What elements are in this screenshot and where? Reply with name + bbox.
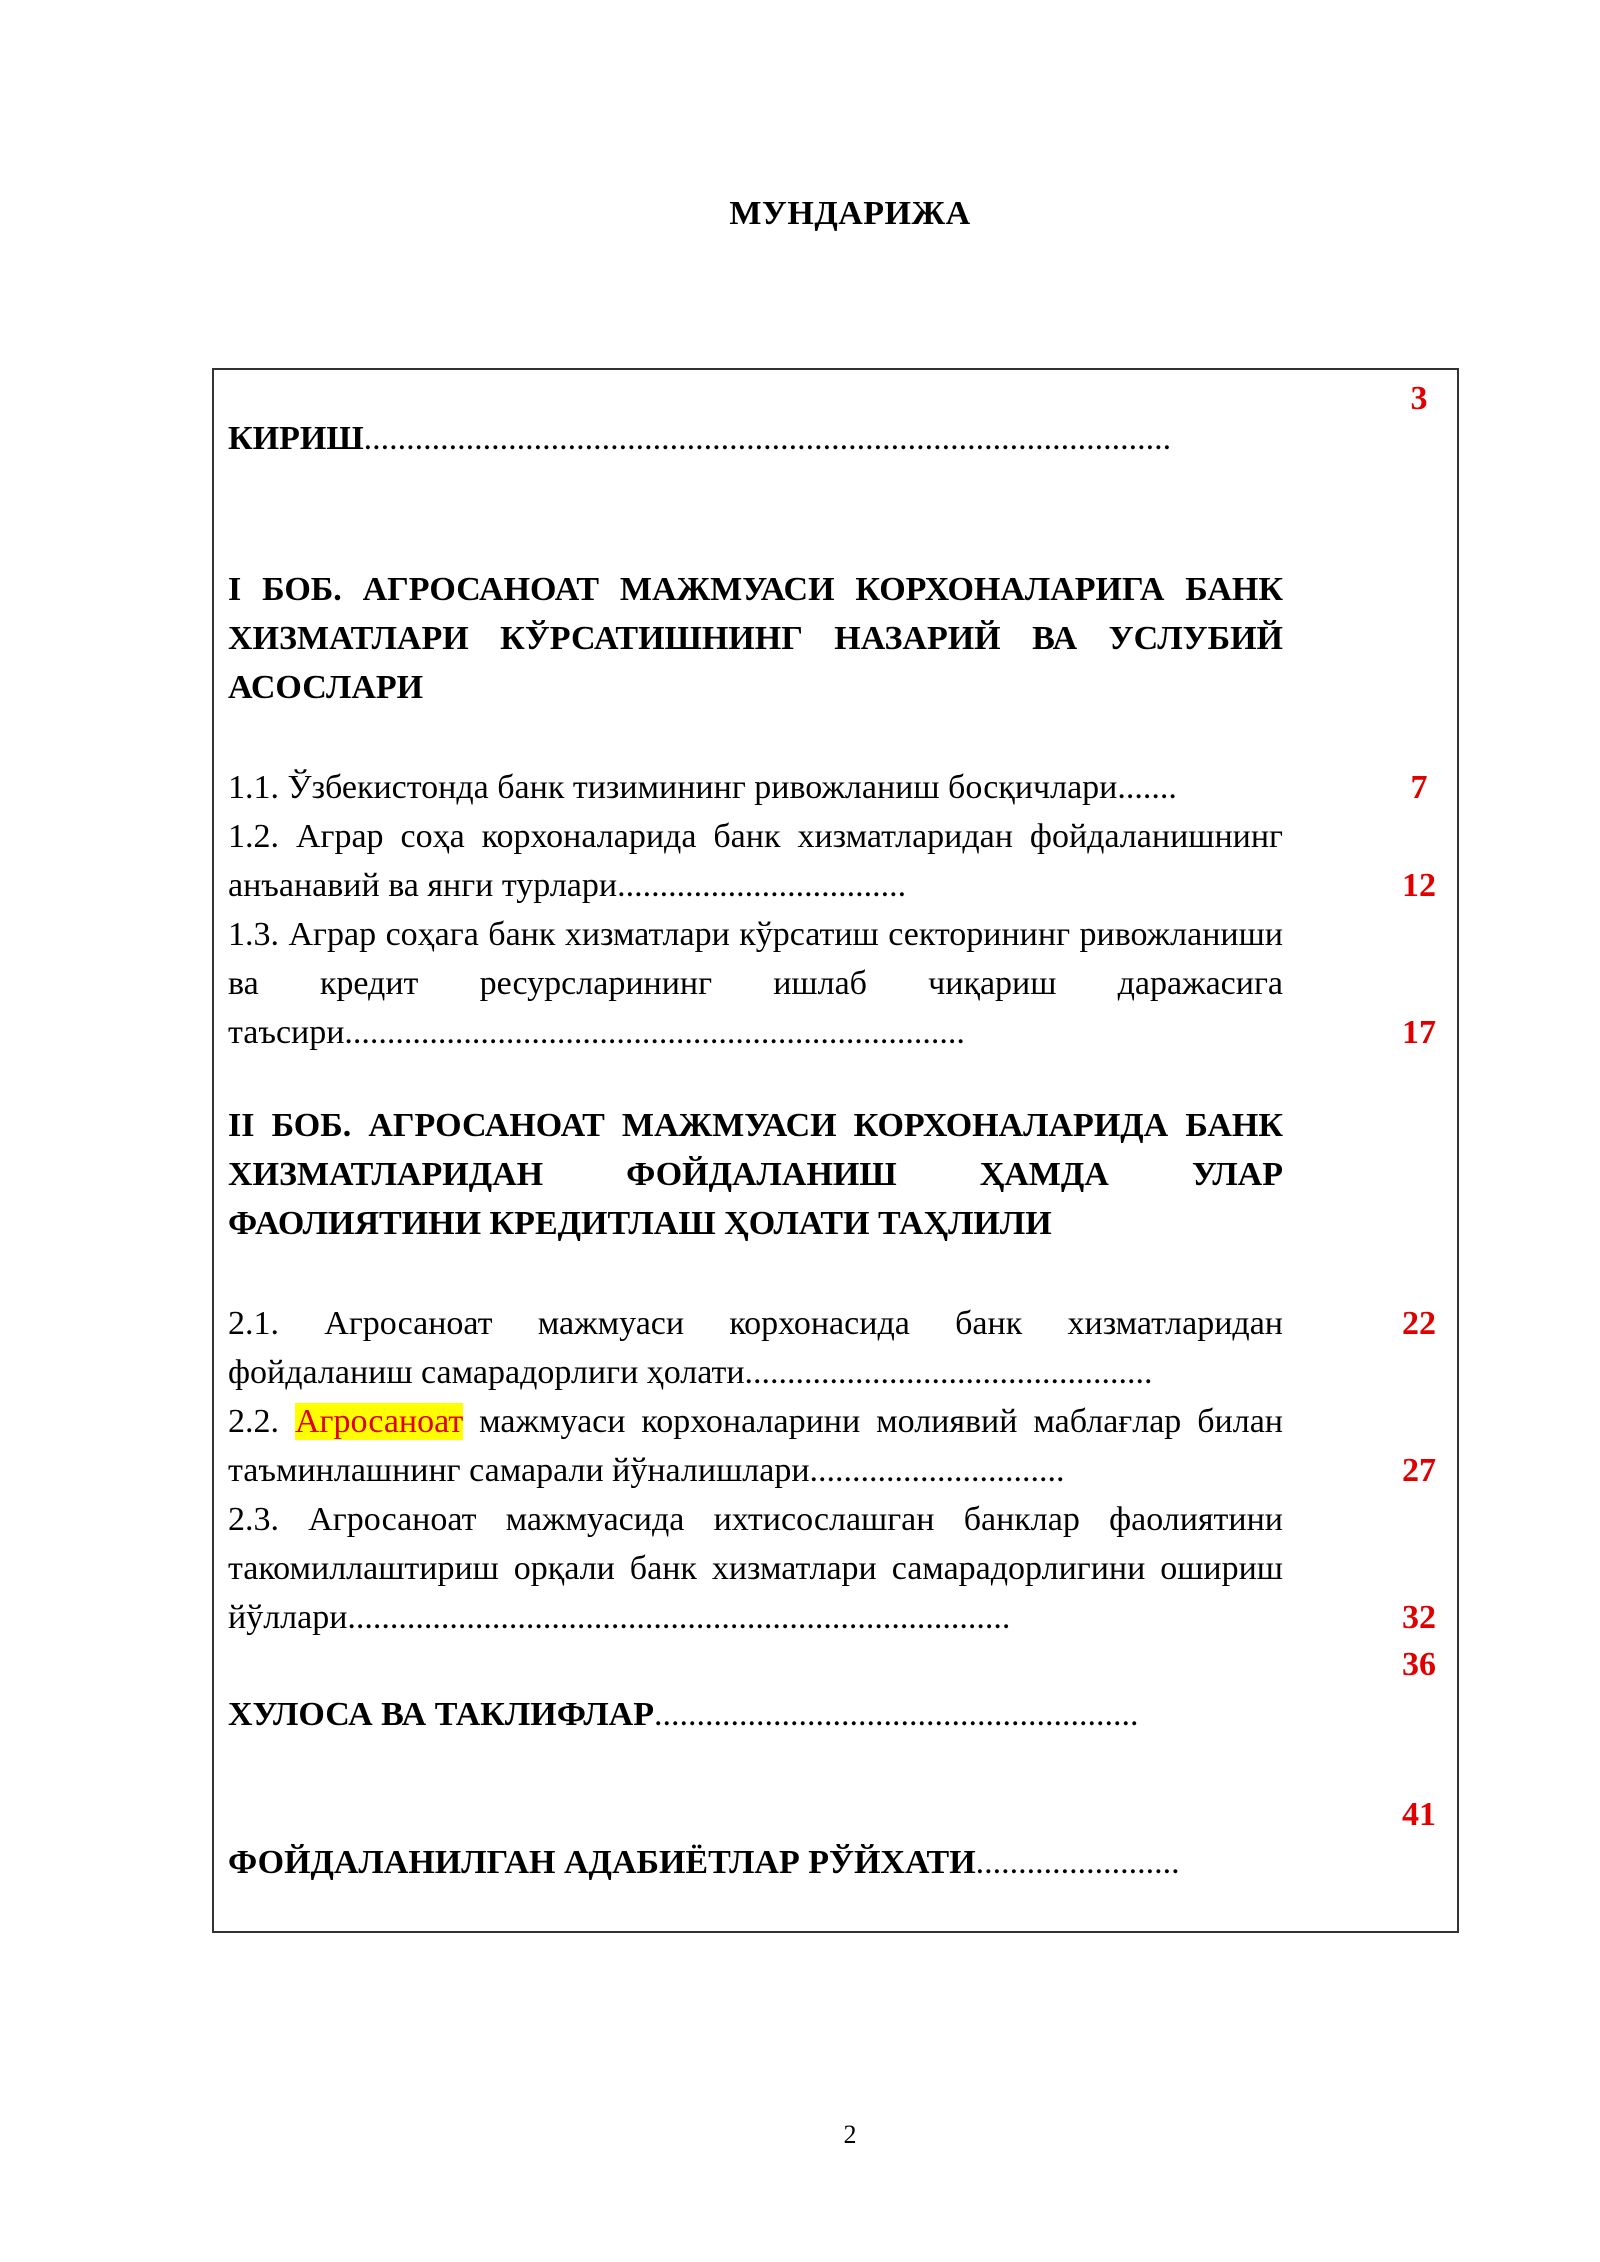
highlighted-word: Агросаноат (294, 1403, 464, 1440)
toc-entry-1-2[interactable]: 1.2. Аграр соҳа корхоналарида банк хизматларидан фойдаланишнинг анъанавий ва янги турлари.................................. (228, 818, 1283, 904)
toc-page-conclusion: 36 (1402, 1646, 1436, 1683)
toc-intro-dots: ............................................................................................... (363, 420, 1172, 457)
toc-conclusion-dots: ......................................................... (654, 1696, 1139, 1733)
toc-entry-1-1[interactable]: 1.1. Ўзбекистонда банк тизимининг ривожланиш босқичлари....... (228, 769, 1177, 806)
toc-entry-references[interactable] (228, 1838, 1283, 1887)
chapter-2-heading[interactable]: II БОБ. АГРОСАНОАТ МАЖМУАСИ КОРХОНАЛАРИДА БАНК ХИЗМАТЛАРИДАН ФОЙДАЛАНИШ ҲАМДА УЛАР ФАОЛИЯТИНИ КРЕДИТЛАШ ҲОЛАТИ ТАҲЛИЛИ (228, 1107, 1283, 1242)
toc-page-2-1: 22 (1402, 1305, 1436, 1342)
toc-page-intro: 3 (1410, 380, 1428, 417)
toc-page-1-2: 12 (1402, 867, 1436, 904)
toc-entry-intro[interactable] (228, 414, 1283, 463)
toc-page-2-3: 32 (1402, 1599, 1436, 1636)
toc-references-dots: ........................ (975, 1844, 1180, 1881)
toc-entry-2-3[interactable]: 2.3. Агросаноат мажмуасида ихтисослашган банклар фаолиятини такомиллаштириш орқали банк хизматлари самарадорлигини ошириш йўллари.............................................................................. (228, 1501, 1283, 1636)
toc-entry-2-2-text: мажмуаси корхоналарини молиявий маблағлар билан таъминлашнинг самарали йўналишлари.............................. (228, 1403, 1283, 1489)
page-number: 2 (843, 2120, 857, 2149)
table-of-contents (212, 368, 1459, 1933)
toc-page-1-1: 7 (1410, 769, 1428, 806)
toc-entry-1-3[interactable]: 1.3. Аграр соҳага банк хизматлари кўрсатиш секторининг ривожланиши ва кредит ресурсларининг ишлаб чиқариш даражасига таъсири......................................................................... (228, 916, 1283, 1051)
toc-entry-2-2[interactable] (228, 1397, 1283, 1495)
toc-entry-2-1[interactable]: 2.1. Агросаноат мажмуаси корхонасида банк хизматларидан фойдаланиш самарадорлиги ҳолати................................................ (228, 1305, 1283, 1391)
toc-page-2-2: 27 (1402, 1452, 1436, 1489)
toc-conclusion-label: ХУЛОСА ВА ТАКЛИФЛАР (228, 1696, 654, 1733)
toc-entry-2-2-prefix: 2.2. (228, 1403, 295, 1440)
toc-references-label: ФОЙДАЛАНИЛГАН АДАБИЁТЛАР РЎЙХАТИ (228, 1844, 976, 1881)
chapter-1-heading[interactable]: I БОБ. АГРОСАНОАТ МАЖМУАСИ КОРХОНАЛАРИГА БАНК ХИЗМАТЛАРИ КЎРСАТИШНИНГ НАЗАРИЙ ВА УСЛУБИЙ АСОСЛАРИ (228, 571, 1283, 706)
toc-page-references: 41 (1402, 1796, 1436, 1833)
toc-page-1-3: 17 (1402, 1014, 1436, 1051)
page-title: МУНДАРИЖА (729, 195, 971, 232)
toc-entry-conclusion[interactable] (228, 1690, 1283, 1739)
toc-intro-label: КИРИШ (228, 420, 364, 457)
